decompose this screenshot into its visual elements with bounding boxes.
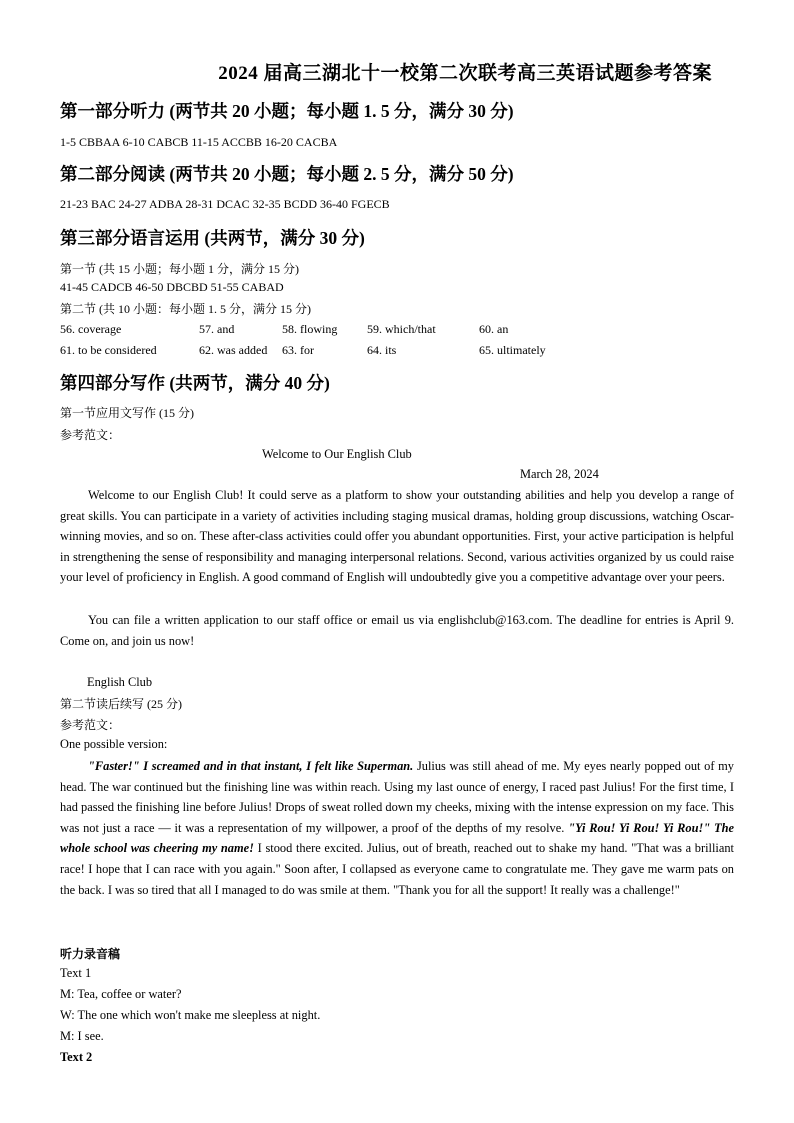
part3-section1-label: 第一节 (共 15 小题；每小题 1 分，满分 15 分)	[60, 262, 299, 276]
story-paragraph	[60, 756, 734, 900]
part3-section2-label: 第二节 (共 10 小题：每小题 1. 5 分，满分 15 分)	[60, 302, 311, 316]
transcript-line-3: M: I see.	[60, 1029, 104, 1043]
letter-paragraph-1: Welcome to our English Club! It could serve as a platform to show your outstanding abilities and help you develop a range of great skills. You can participate in a variety of activities including staging musical dramas, holding group discussions, watching Oscar-winning movies, and so on. These after-class activities could offer you abundant opportunities. First, your active participation is helpful in strengthening the sense of responsibility and managing interpersonal relations. Second, various activities organized by us could raise your level of proficiency in English. A good command of English will undoubtedly give you a competitive advantage over your peers.	[60, 488, 734, 585]
part4-heading: 第四部分写作 (共两节，满分 40 分)	[60, 373, 330, 393]
answer-58: 58. flowing	[282, 322, 338, 336]
answer-64: 64. its	[367, 343, 397, 357]
story-text-2: I stood there excited. Julius, out of breath, reached out to shake my hand. "That was a brilliant race! I hope that I can race with you again." Soon after, I collapsed as everyone came to congratulate me. They gave me warm pats on the back. I was so tired that all I managed to do was smile at them. "Thank you for all the support! It really was a challenge!"	[60, 841, 734, 897]
part1-answers: 1-5 CBBAA 6-10 CABCB 11-15 ACCBB 16-20 CACBA	[60, 135, 338, 149]
transcript-line-2: W: The one which won't make me sleepless at night.	[60, 1008, 321, 1022]
answer-59: 59. which/that	[367, 322, 436, 336]
letter-title: Welcome to Our English Club	[262, 447, 412, 461]
story-text-1: Julius was still ahead of me. My eyes nearly popped out of my head. The war continued but the finishing line was within reach. Using my last ounce of energy, I raced past Julius! For the first time, I had passed the finishing line before Julius! Drops of sweat rolled down my cheeks, mixing with the intense expression on my face. This was not just a race — it was a representation of my willpower, a proof of the depths of my resolve.	[60, 759, 734, 835]
part4-section1-label: 第一节应用文写作 (15 分)	[60, 406, 194, 420]
answer-65: 65. ultimately	[479, 343, 546, 357]
part4-section2-sample-label: 参考范文：	[60, 718, 121, 732]
transcript-text2-label: Text 2	[60, 1050, 93, 1064]
part4-section2-label: 第二节读后续写 (25 分)	[60, 697, 182, 711]
letter-signature: English Club	[87, 675, 153, 689]
story-bold-cheer: "Yi Rou! Yi Rou! Yi Rou!" The whole school was cheering my name!	[60, 820, 734, 856]
answer-56: 56. coverage	[60, 322, 122, 336]
part3-section1-answers: 41-45 CADCB 46-50 DBCBD 51-55 CABAD	[60, 280, 284, 294]
letter-paragraph-2: You can file a written application to our staff office or email us via englishclub@163.com. The deadline for entries is April 9. Come on, and join us now!	[60, 613, 734, 648]
part3-section2-row2	[60, 343, 660, 359]
transcript-line-1: M: Tea, coffee or water?	[60, 987, 182, 1001]
story-bold-opening: "Faster!" I screamed and in that instant, I felt like Superman.	[88, 759, 414, 773]
answer-61: 61. to be considered	[60, 343, 157, 357]
transcript-heading: 听力录音稿	[60, 947, 121, 961]
transcript-text1-label: Text 1	[60, 966, 92, 980]
answer-62: 62. was added	[199, 343, 268, 357]
part2-answers: 21-23 BAC 24-27 ADBA 28-31 DCAC 32-35 BCDD 36-40 FGECB	[60, 197, 390, 211]
answer-63: 63. for	[282, 343, 314, 357]
part3-section2-row1	[60, 322, 660, 338]
letter-date: March 28, 2024	[520, 467, 599, 481]
part2-heading: 第二部分阅读 (两节共 20 小题；每小题 2. 5 分，满分 50 分)	[60, 164, 514, 184]
answer-60: 60. an	[479, 322, 509, 336]
part4-section1-sample-label: 参考范文：	[60, 428, 121, 442]
page-title: 2024 届高三湖北十一校第二次联考高三英语试题参考答案	[218, 63, 712, 84]
story-version-label: One possible version:	[60, 737, 168, 751]
answer-57: 57. and	[199, 322, 235, 336]
part1-heading: 第一部分听力 (两节共 20 小题；每小题 1. 5 分，满分 30 分)	[60, 101, 514, 121]
part3-heading: 第三部分语言运用 (共两节，满分 30 分)	[60, 228, 365, 248]
